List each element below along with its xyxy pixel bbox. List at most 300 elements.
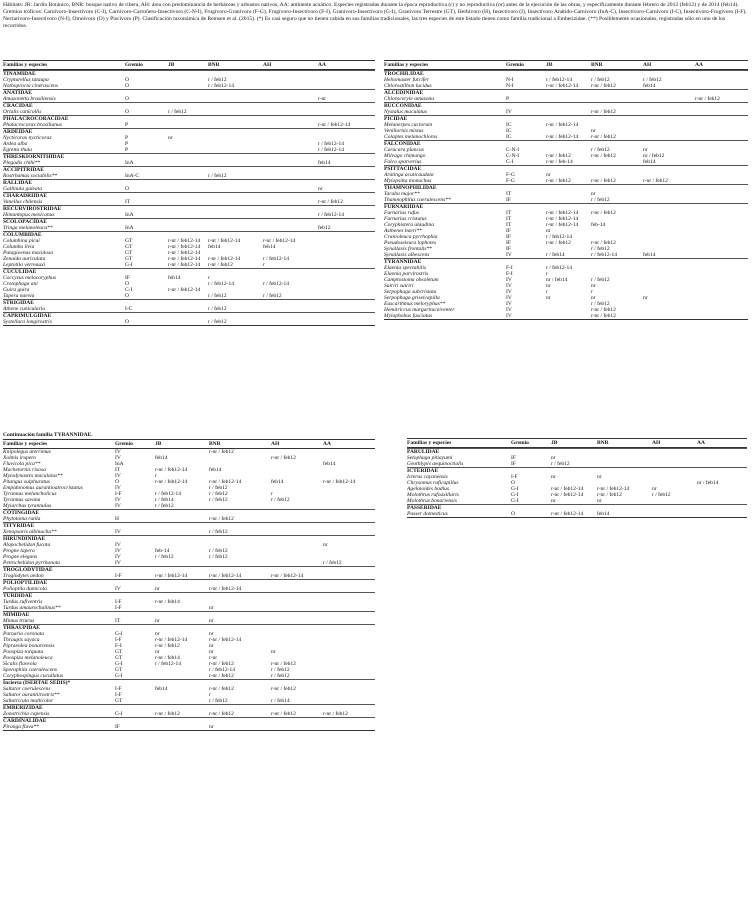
- cell-g: P: [506, 96, 510, 102]
- cell-g: IV: [115, 542, 121, 548]
- cell-jb: r-nr / feb12-14: [546, 216, 579, 222]
- species-name: Crypturellus tataupa: [3, 77, 49, 83]
- cell-aa: [318, 262, 375, 268]
- cell-bnr: r: [591, 289, 593, 295]
- cell-aa: [323, 724, 375, 730]
- table-row: [384, 134, 748, 140]
- species-name: Columbina picui: [3, 238, 40, 244]
- cell-ah: [271, 586, 323, 592]
- column-header: AH: [271, 441, 280, 447]
- cell-g: InA-C: [125, 173, 140, 179]
- family-heading: PSITTACIDAE: [384, 165, 748, 172]
- table-row: [3, 173, 375, 179]
- species-name: Empidonomus aurantioatrocristatus: [3, 485, 83, 491]
- cell-g: I-F: [115, 686, 122, 692]
- cell-jb: r-nr / feb12-14: [168, 244, 201, 250]
- cell-jb: nr: [168, 135, 173, 141]
- cell-jb: nr: [155, 618, 160, 624]
- species-table-4: [407, 438, 747, 518]
- cell-bnr: nr: [591, 191, 596, 197]
- cell-jb: r-nr / feb12-14: [168, 238, 201, 244]
- cell-jb: r / feb14: [155, 497, 174, 503]
- cell-aa: [695, 178, 748, 184]
- cell-g: I-F: [115, 605, 122, 611]
- cell-ah: r: [271, 491, 273, 497]
- species-name: Elaenia parvirostris: [384, 271, 429, 277]
- species-name: Myiopsitta monachus: [384, 178, 432, 184]
- column-header: BNR: [591, 62, 603, 68]
- cell-jb: r-nr / feb12: [546, 153, 571, 159]
- cell-ah: [263, 83, 318, 89]
- species-name: Troglodytes aedon: [3, 573, 44, 579]
- cell-bnr: r-nr / feb12: [591, 313, 616, 319]
- cell-bnr: [208, 160, 263, 166]
- species-table-3: [3, 432, 375, 731]
- cell-bnr: [208, 96, 263, 102]
- cell-jb: r-nr / feb12-14: [546, 122, 579, 128]
- cell-bnr: r-nr / feb12: [208, 262, 233, 268]
- cell-aa: [323, 586, 375, 592]
- species-name: Vanellus chilensis: [3, 199, 43, 205]
- cell-ah: [263, 306, 318, 312]
- cell-bnr: nr: [209, 605, 214, 611]
- family-heading: STRIGIDAE: [3, 299, 375, 306]
- cell-aa: [695, 197, 748, 203]
- cell-aa: [695, 83, 748, 89]
- cell-ah: nr: [652, 486, 657, 492]
- cell-jb: r-nr / feb12: [155, 643, 180, 649]
- species-name: Furnarius rufus: [384, 210, 419, 216]
- cell-bnr: r / feb12: [209, 554, 228, 560]
- family-heading: PASSERIDAE: [407, 504, 747, 511]
- cell-g: O: [125, 319, 129, 325]
- cell-jb: r: [155, 473, 157, 479]
- table-row: [407, 498, 747, 504]
- cell-g: IV: [506, 313, 512, 319]
- cell-g: IV: [115, 503, 121, 509]
- species-name: Coryphistera alaudina: [384, 222, 434, 228]
- species-name: Zenaida auriculata: [3, 256, 46, 262]
- species-name: Taraba major**: [384, 191, 420, 197]
- cell-bnr: feb14: [209, 467, 222, 473]
- species-name: Saltator aurantiirostris**: [3, 692, 60, 698]
- cell-jb: nr: [551, 455, 556, 461]
- cell-g: P: [125, 135, 129, 141]
- cell-ah: [271, 724, 323, 730]
- cell-g: IV: [506, 252, 512, 258]
- cell-bnr: r / feb12: [209, 529, 228, 535]
- cell-g: IF: [506, 246, 511, 252]
- column-header: JB: [155, 441, 162, 447]
- table-bottom-rule: [407, 517, 747, 518]
- cell-bnr: nr: [209, 631, 214, 637]
- cell-jb: r / feb12: [551, 461, 570, 467]
- species-name: Progne tapera: [3, 548, 35, 554]
- species-name: Paroaria coronata: [3, 631, 44, 637]
- cell-bnr: [208, 147, 263, 153]
- cell-jb: r-nr / feb12-14: [546, 134, 579, 140]
- cell-jb: r-nr / feb12-14: [168, 262, 201, 268]
- cell-ah: [263, 122, 318, 128]
- cell-jb: [155, 605, 209, 611]
- species-name: Pitangus sulphuratus: [3, 479, 50, 485]
- cell-g: O: [511, 511, 515, 517]
- column-header: Gremio: [511, 440, 529, 446]
- cell-jb: r-nr / feb12: [546, 240, 571, 246]
- cell-jb: [168, 319, 208, 325]
- column-header: Familias y especies: [3, 441, 48, 447]
- cell-g: IV: [506, 283, 512, 289]
- cell-g: IV: [506, 277, 512, 283]
- cell-jb: r-nr / feb-14: [546, 159, 573, 165]
- cell-bnr: r-nr / feb12-14: [209, 637, 242, 643]
- cell-ah: feb14: [643, 252, 656, 258]
- family-heading: THAMNOPHILIDAE: [384, 184, 748, 191]
- species-name: Chloroceryle amazona: [384, 96, 435, 102]
- species-name: Thamnophilus caerulescens**: [384, 197, 451, 203]
- cell-bnr: r-nr / feb12: [591, 307, 616, 313]
- cell-aa: [695, 159, 748, 165]
- family-heading: PICIDAE: [384, 115, 748, 122]
- cell-jb: r: [546, 289, 548, 295]
- species-table-1: [3, 60, 375, 326]
- table-row: [384, 197, 748, 203]
- column-header: AA: [695, 62, 703, 68]
- table-row: [3, 516, 375, 522]
- table-row: [3, 212, 375, 218]
- cell-g: GT: [125, 238, 133, 244]
- cell-jb: [155, 560, 209, 566]
- species-name: Coccyzus melacoryphus: [3, 275, 57, 281]
- species-name: Icterus cayanensis: [407, 474, 448, 480]
- cell-g: IV: [115, 586, 121, 592]
- cell-bnr: r-nr / feb12: [591, 240, 616, 246]
- species-name: Suiriri suiriri: [384, 283, 414, 289]
- cell-g: F-I: [506, 271, 513, 277]
- family-heading: RALLIDAE: [3, 179, 375, 186]
- table-row: [3, 147, 375, 153]
- cell-ah: nr: [643, 147, 648, 153]
- cell-jb: [168, 306, 208, 312]
- cell-ah: [271, 618, 323, 624]
- table-row: [384, 96, 748, 102]
- cell-jb: [546, 96, 591, 102]
- cell-bnr: r / feb12: [591, 197, 610, 203]
- cell-g: O: [125, 293, 129, 299]
- family-heading: ARDEIDAE: [3, 128, 375, 135]
- species-name: Systellura longirostris: [3, 319, 52, 325]
- species-name: Phalacrocorax brasilianus: [3, 122, 62, 128]
- cell-jb: feb14: [168, 275, 181, 281]
- cell-aa: [323, 673, 375, 679]
- table-row: [3, 109, 375, 115]
- cell-ah: r / feb12: [271, 673, 290, 679]
- table-row: [3, 724, 375, 730]
- species-name: Knipolegus aterrimus: [3, 449, 51, 455]
- cell-jb: nr: [155, 649, 160, 655]
- cell-ah: r-nr / feb12: [271, 455, 296, 461]
- cell-ah: feb14: [643, 83, 656, 89]
- cell-bnr: r / feb12: [591, 147, 610, 153]
- species-name: Egretta thula: [3, 147, 32, 153]
- column-header: AH: [652, 440, 661, 446]
- cell-g: IV: [506, 289, 512, 295]
- cell-g: IT: [506, 222, 512, 228]
- cell-aa: r / feb12-14: [318, 141, 344, 147]
- cell-aa: [323, 529, 375, 535]
- table-row: [3, 711, 375, 717]
- cell-bnr: r / feb12: [208, 173, 227, 179]
- cell-g: IV: [506, 301, 512, 307]
- cell-bnr: r / feb12: [209, 491, 228, 497]
- cell-g: H: [115, 516, 119, 522]
- species-name: Myiophobus fasciatus: [384, 313, 433, 319]
- cell-bnr: r-nr / feb12: [209, 673, 234, 679]
- cell-aa: [695, 109, 748, 115]
- cell-jb: r-nr / feb12-14: [155, 573, 188, 579]
- cell-ah: feb14: [263, 244, 276, 250]
- cell-bnr: [208, 109, 263, 115]
- species-name: Sporophila caerulescens: [3, 667, 58, 673]
- cell-g: IF: [511, 455, 516, 461]
- cell-bnr: r / feb12: [591, 277, 610, 283]
- cell-aa: [695, 134, 748, 140]
- column-header: Familias y especies: [407, 440, 452, 446]
- cell-jb: [168, 212, 208, 218]
- family-heading: TURDIDAE: [3, 592, 375, 599]
- species-name: Chrysomus ruficapillus: [407, 480, 459, 486]
- cell-bnr: r-nr / feb12: [591, 109, 616, 115]
- species-name: Molothrus rufoaxillaris: [407, 492, 459, 498]
- family-heading: TINAMIDAE: [3, 70, 375, 77]
- cell-g: O: [125, 96, 129, 102]
- cell-aa: [697, 511, 747, 517]
- cell-ah: [643, 96, 695, 102]
- species-name: Tyrannus melancholicus: [3, 491, 57, 497]
- cell-g: I-C: [125, 306, 133, 312]
- cell-bnr: r / feb12-14: [208, 281, 234, 287]
- cell-jb: [546, 109, 591, 115]
- cell-g: IV: [506, 295, 512, 301]
- species-name: Molothrus bonariensis: [407, 498, 457, 504]
- cell-aa: r-nr: [318, 96, 327, 102]
- cell-bnr: feb14: [597, 511, 610, 517]
- family-heading: TITYRIDAE: [3, 522, 375, 529]
- cell-jb: nr: [551, 498, 556, 504]
- cell-bnr: r-nr / feb12-14: [209, 573, 242, 579]
- cell-bnr: nr: [591, 128, 596, 134]
- cell-ah: r / feb12: [643, 77, 662, 83]
- cell-g: IT: [115, 467, 121, 473]
- cell-bnr: r / feb12: [208, 306, 227, 312]
- cell-aa: [323, 698, 375, 704]
- cell-g: GT: [115, 655, 123, 661]
- column-header: AA: [323, 441, 331, 447]
- cell-aa: [318, 306, 375, 312]
- cell-aa: r-nr / feb12: [695, 96, 720, 102]
- cell-jb: r: [546, 271, 548, 277]
- species-name: Hemitriccus margaritaceiventer: [384, 307, 455, 313]
- cell-g: GT: [125, 250, 133, 256]
- cell-g: GT: [115, 667, 123, 673]
- cell-g: G-I: [511, 492, 519, 498]
- cell-jb: r / feb14: [546, 252, 565, 258]
- cell-g: O: [125, 281, 129, 287]
- table-header: [3, 60, 375, 70]
- cell-ah: [643, 197, 695, 203]
- cell-aa: [323, 605, 375, 611]
- cell-bnr: [208, 186, 263, 192]
- cell-g: IF: [506, 234, 511, 240]
- cell-g: IV: [506, 307, 512, 313]
- cell-aa: [697, 498, 747, 504]
- cell-g: G-I: [511, 486, 519, 492]
- cell-ah: r-nr / feb12-14: [271, 573, 304, 579]
- cell-g: IV: [506, 109, 512, 115]
- species-name: Pipraeidea bonariensis: [3, 643, 55, 649]
- cell-aa: r-nr / feb12-14: [323, 479, 356, 485]
- cell-jb: feb-14: [155, 548, 170, 554]
- cell-g: F-I: [115, 643, 122, 649]
- family-heading: TROGLODYTIDAE: [3, 566, 375, 573]
- cell-jb: r-nr / feb12-14: [546, 222, 579, 228]
- family-heading: PHALACROCORACIDAE: [3, 115, 375, 122]
- cell-g: P: [125, 141, 129, 147]
- family-heading: ANATIDAE: [3, 89, 375, 96]
- species-name: Thraupis sayaca: [3, 637, 40, 643]
- column-header: AH: [263, 62, 272, 68]
- cell-g: O: [511, 480, 515, 486]
- cell-jb: [168, 293, 208, 299]
- cell-bnr: [209, 503, 271, 509]
- cell-aa: r-nr / feb12: [323, 711, 348, 717]
- table-row: [384, 159, 748, 165]
- cell-bnr: [597, 461, 652, 467]
- cell-bnr: r / feb12-14: [208, 83, 234, 89]
- species-name: Poospiza torquata: [3, 649, 44, 655]
- table-header: [384, 60, 748, 70]
- species-name: Coryphospingus cucullatus: [3, 673, 64, 679]
- cell-bnr: r / feb12: [591, 77, 610, 83]
- cell-ah: nr: [271, 649, 276, 655]
- cell-ah: [643, 134, 695, 140]
- cell-g: IC: [506, 128, 512, 134]
- cell-bnr: r-nr / feb12: [209, 516, 234, 522]
- cell-bnr: r-nr / feb12-14: [209, 586, 242, 592]
- cell-ah: [263, 96, 318, 102]
- cell-bnr: r / feb12: [591, 246, 610, 252]
- species-name: Caracara plancus: [384, 147, 424, 153]
- species-name: Plegadis chihi**: [3, 160, 41, 166]
- cell-aa: [695, 252, 748, 258]
- family-heading: CARDINALIDAE: [3, 717, 375, 724]
- cell-jb: nr: [155, 631, 160, 637]
- species-name: Setophaga pitiayumi: [407, 455, 453, 461]
- cell-ah: [263, 160, 318, 166]
- table-row: [3, 83, 375, 89]
- cell-g: I-F: [115, 637, 122, 643]
- cell-ah: r / feb14: [271, 698, 290, 704]
- cell-bnr: r-nr / feb12: [209, 449, 234, 455]
- cell-bnr: r-nr / feb12: [591, 153, 616, 159]
- cell-g: C-I: [506, 159, 514, 165]
- cell-g: IV: [115, 560, 121, 566]
- cell-jb: [168, 160, 208, 166]
- family-heading: CAPRIMULGIDAE: [3, 312, 375, 319]
- cell-jb: nr: [546, 172, 551, 178]
- cell-bnr: r-nr / feb12: [209, 661, 234, 667]
- species-name: Polioptila dumicola: [3, 586, 47, 592]
- cell-g: IV: [115, 455, 121, 461]
- cell-jb: r-nr / feb12-14: [155, 479, 188, 485]
- cell-bnr: [208, 225, 263, 231]
- family-heading: ALCEDINIDAE: [384, 89, 748, 96]
- cell-g: IF: [506, 240, 511, 246]
- cell-g: G-I: [125, 262, 133, 268]
- table-row: [384, 83, 748, 89]
- cell-bnr: [591, 96, 643, 102]
- cell-bnr: r-nr / feb12: [209, 686, 234, 692]
- cell-g: G-I: [115, 673, 123, 679]
- cell-g: O: [125, 186, 129, 192]
- cell-g: GT: [115, 698, 123, 704]
- family-heading: COLUMBIDAE: [3, 231, 375, 238]
- family-heading: FURNARIIDAE: [384, 203, 748, 210]
- cell-bnr: r-nr / feb12: [209, 711, 234, 717]
- species-name: Mimus triurus: [3, 618, 35, 624]
- cell-bnr: r-nr / feb12-14: [208, 256, 241, 262]
- cell-ah: [643, 313, 695, 319]
- cell-aa: r / feb12: [323, 560, 342, 566]
- species-name: Athene cunicularia: [3, 306, 46, 312]
- species-name: Progne elegans: [3, 554, 38, 560]
- cell-jb: feb14: [155, 455, 168, 461]
- species-name: Euscarthmus meloryphus**: [384, 301, 446, 307]
- table-row: [3, 225, 375, 231]
- cell-bnr: r / feb12-14: [209, 667, 235, 673]
- cell-jb: r-nr / feb12-14: [168, 250, 201, 256]
- cell-jb: r-nr / feb12: [155, 711, 180, 717]
- cell-g: N-I: [506, 83, 514, 89]
- cell-g: O: [125, 83, 129, 89]
- cell-aa: [695, 313, 748, 319]
- cell-bnr: nr: [209, 643, 214, 649]
- cell-jb: [168, 122, 208, 128]
- cell-aa: r-nr / feb12-14: [318, 122, 351, 128]
- cell-bnr: [208, 122, 263, 128]
- family-heading: HIRUNDINIDAE: [3, 535, 375, 542]
- cell-jb: [546, 313, 591, 319]
- cell-g: IT: [115, 618, 121, 624]
- cell-jb: r-nr / feb12-14: [155, 637, 188, 643]
- species-name: Nothoprocta cinerascens: [3, 83, 58, 89]
- cell-g: G-I: [511, 498, 519, 504]
- cell-bnr: r-nr / feb12-14: [208, 238, 241, 244]
- cell-aa: nr / feb14: [697, 480, 719, 486]
- cell-bnr: r / feb12: [209, 698, 228, 704]
- cell-jb: [546, 197, 591, 203]
- column-header: Familias y especies: [384, 62, 429, 68]
- cell-ah: r-nr / feb12: [271, 711, 296, 717]
- cell-jb: r-nr / feb14: [155, 599, 180, 605]
- cell-g: IC: [506, 122, 512, 128]
- cell-bnr: r-nr / feb12: [597, 492, 622, 498]
- cell-g: GT: [125, 244, 133, 250]
- cell-ah: [271, 560, 323, 566]
- cell-ah: r: [263, 262, 265, 268]
- table-bottom-rule: [3, 730, 375, 731]
- cell-bnr: r-nr / feb12: [591, 178, 616, 184]
